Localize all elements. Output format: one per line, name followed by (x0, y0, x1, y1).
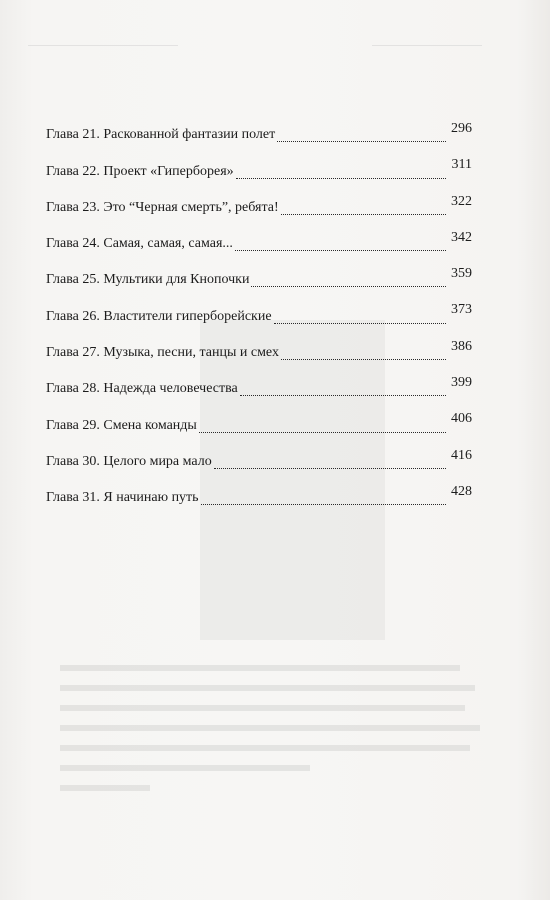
toc-leader-dots (201, 504, 446, 505)
toc-entry-title: Глава 22. Проект «Гиперборея» (46, 163, 234, 179)
toc-leader-dots (240, 395, 446, 396)
toc-entry-title: Глава 27. Музыка, песни, танцы и смех (46, 345, 279, 361)
ghost-text-line (60, 745, 470, 751)
toc-leader-dots (199, 432, 446, 433)
toc-entry-title: Глава 24. Самая, самая, самая... (46, 236, 233, 252)
toc-leader-dots (251, 286, 446, 287)
ghost-text-line (60, 705, 465, 711)
toc-entry-title: Глава 28. Надежда человечества (46, 381, 238, 397)
ghost-text-line (60, 685, 475, 691)
toc-entry (46, 191, 472, 227)
toc-entry (46, 336, 472, 372)
toc-entry-page-number: 359 (451, 266, 472, 282)
toc-entry-page-number: 386 (451, 338, 472, 354)
toc-entry-title: Глава 29. Смена команды (46, 417, 197, 433)
toc-entry (46, 408, 472, 444)
toc-entry (46, 299, 472, 335)
toc-leader-dots (281, 359, 446, 360)
toc-entry (46, 154, 472, 190)
toc-entry-title: Глава 25. Мультики для Кнопочки (46, 272, 250, 288)
toc-entry (46, 227, 472, 263)
toc-entry-page-number: 399 (451, 375, 472, 391)
toc-entry-page-number: 296 (451, 121, 472, 136)
toc-entry-page-number: 311 (451, 157, 472, 173)
toc-entry-page-number: 416 (451, 447, 472, 463)
ghost-text-line (60, 725, 480, 731)
toc-entry-title: Глава 23. Это “Черная смерть”, ребята! (46, 199, 279, 215)
toc-entry-page-number: 373 (451, 302, 472, 318)
ghost-text-line (60, 785, 150, 791)
toc-entry (46, 445, 472, 481)
toc-entry-page-number: 342 (451, 229, 472, 245)
toc-entry (46, 118, 472, 154)
ghost-text-line (60, 765, 310, 771)
toc-entry (46, 372, 472, 408)
ghost-rule-right (372, 45, 482, 46)
toc-entry (46, 481, 472, 517)
toc-entry (46, 263, 472, 299)
toc-leader-dots (235, 250, 446, 251)
toc-leader-dots (277, 141, 446, 142)
toc-leader-dots (214, 468, 446, 469)
table-of-contents (46, 118, 472, 517)
toc-leader-dots (281, 214, 446, 215)
toc-leader-dots (274, 323, 446, 324)
toc-entry-title: Глава 21. Раскованной фантазии полет (46, 127, 276, 143)
toc-entry-title: Глава 30. Целого мира мало (46, 453, 212, 469)
ghost-text-line (60, 665, 460, 671)
ghost-rule-left (28, 45, 178, 46)
toc-leader-dots (236, 178, 446, 179)
toc-entry-page-number: 322 (451, 193, 472, 209)
toc-entry-page-number: 428 (451, 483, 472, 499)
toc-entry-title: Глава 26. Властители гиперборейские (46, 308, 272, 324)
toc-entry-title: Глава 31. Я начинаю путь (46, 490, 199, 506)
toc-entry-page-number: 406 (451, 411, 472, 427)
